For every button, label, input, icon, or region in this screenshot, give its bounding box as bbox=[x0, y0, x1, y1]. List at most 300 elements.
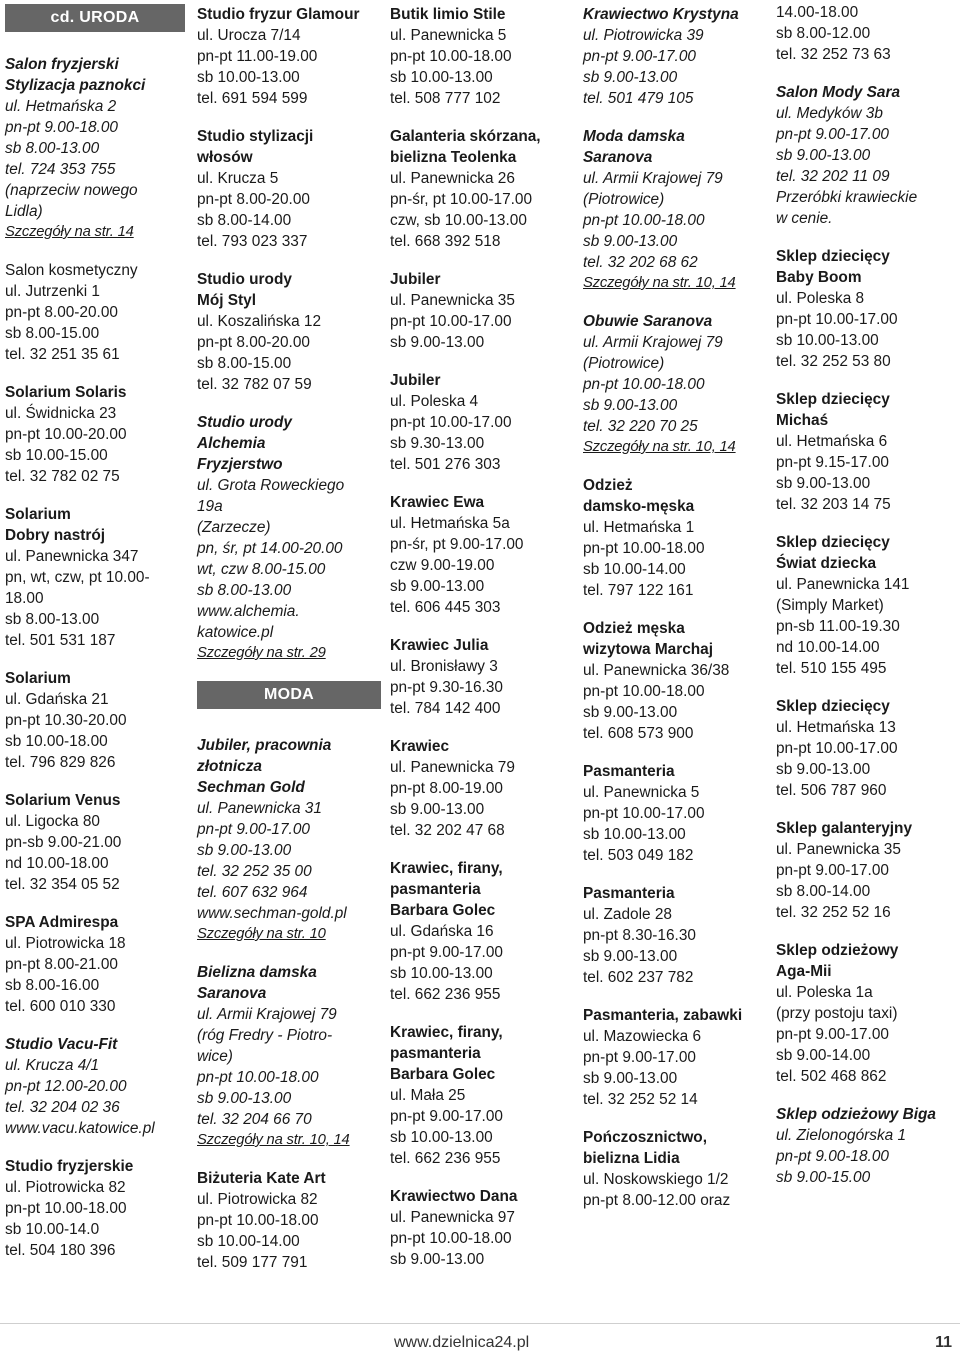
listing-detail: tel. 506 787 960 bbox=[776, 782, 887, 799]
listing-detail: pn-pt 9.00-17.00 bbox=[776, 862, 889, 879]
page-footer bbox=[0, 1323, 960, 1357]
listing-detail: pn-pt 10.00-17.00 bbox=[390, 313, 512, 330]
listing-name: Krawiectwo Dana bbox=[390, 1188, 518, 1205]
listing-detail: tel. 602 237 782 bbox=[583, 969, 694, 986]
listing-detail: tel. 32 204 66 70 bbox=[197, 1111, 312, 1128]
listing-entry bbox=[390, 269, 574, 353]
column-1 bbox=[5, 4, 185, 1278]
listing-entry bbox=[583, 475, 767, 601]
listing-detail: pn-sb 9.00-21.00 bbox=[5, 834, 122, 851]
listing-detail: pn-pt 9.15-17.00 bbox=[776, 454, 889, 471]
listing-detail: tel. 668 392 518 bbox=[390, 233, 501, 250]
listing-name: Solarium Venus bbox=[5, 792, 121, 809]
listing-detail: sb 9.00-13.00 bbox=[776, 147, 871, 164]
listing-detail: pn, wt, czw, pt 10.00- bbox=[5, 569, 150, 586]
listing-detail: sb 10.00-13.00 bbox=[390, 965, 493, 982]
listing-entry bbox=[5, 382, 185, 487]
listing-detail: bielizna Teolenka bbox=[390, 149, 517, 166]
listing-name: Studio Vacu-Fit bbox=[5, 1036, 118, 1053]
listing-entry bbox=[197, 735, 381, 945]
listing-detail: tel. 32 204 02 36 bbox=[5, 1099, 120, 1116]
listing-detail: bielizna Lidia bbox=[583, 1150, 680, 1167]
listing-entry bbox=[776, 1104, 960, 1188]
listing-name: Pończosznictwo, bbox=[583, 1129, 707, 1146]
listing-detail: sb 9.00-13.00 bbox=[390, 801, 485, 818]
listing-detail: tel. 32 252 73 63 bbox=[776, 46, 891, 63]
listing-detail: sb 9.00-13.00 bbox=[583, 1070, 678, 1087]
listing-name: Pasmanteria bbox=[583, 763, 675, 780]
listing-detail: sb 10.00-15.00 bbox=[5, 447, 108, 464]
listing-detail: tel. 502 468 862 bbox=[776, 1068, 887, 1085]
listing-detail: pn-pt 9.00-18.00 bbox=[5, 119, 118, 136]
listing-detail: katowice.pl bbox=[197, 624, 274, 641]
listing-detail: Mój Styl bbox=[197, 292, 256, 309]
listing-detail: tel. 501 479 105 bbox=[583, 90, 694, 107]
listing-detail: pn-pt 10.00-17.00 bbox=[776, 740, 898, 757]
listing-detail: pn-pt 10.00-18.00 bbox=[5, 1200, 127, 1217]
listing-detail: pn-pt 10.00-18.00 bbox=[583, 376, 705, 393]
listing-detail: ul. Gdańska 21 bbox=[5, 691, 109, 708]
listing-name: Jubiler bbox=[390, 271, 441, 288]
listing-detail: tel. 691 594 599 bbox=[197, 90, 308, 107]
listing-name: Krawiec, firany, bbox=[390, 1024, 503, 1041]
listing-name: Krawiec, firany, bbox=[390, 860, 503, 877]
listing-detail: tel. 32 252 52 14 bbox=[583, 1091, 698, 1108]
listing-detail: tel. 607 632 964 bbox=[197, 884, 308, 901]
listing-name: Solarium Solaris bbox=[5, 384, 127, 401]
listing-detail: tel. 32 782 02 75 bbox=[5, 468, 120, 485]
listing-detail: ul. Hetmańska 6 bbox=[776, 433, 888, 450]
listing-detail: pn-pt 10.00-18.00 bbox=[390, 1230, 512, 1247]
listing-detail: tel. 503 049 182 bbox=[583, 847, 694, 864]
listing-detail: ul. Panewnicka 347 bbox=[5, 548, 139, 565]
listing-entry bbox=[197, 412, 381, 664]
listing-detail: sb 8.00-16.00 bbox=[5, 977, 100, 994]
listing-detail: tel. 32 782 07 59 bbox=[197, 376, 312, 393]
listing-detail: pn-pt 12.00-20.00 bbox=[5, 1078, 127, 1095]
listing-name: SPA Admirespa bbox=[5, 914, 119, 931]
listing-detail: ul. Panewnicka 5 bbox=[583, 784, 700, 801]
listing-detail: ul. Mazowiecka 6 bbox=[583, 1028, 702, 1045]
page-reference-link[interactable]: Szczegóły na str. 10, 14 bbox=[583, 275, 736, 291]
listing-name: Bielizna damska bbox=[197, 964, 317, 981]
listing-name: Studio fryzjerskie bbox=[5, 1158, 134, 1175]
listing-detail: ul. Hetmańska 13 bbox=[776, 719, 896, 736]
listing-detail: pn-pt 9.00-17.00 bbox=[776, 126, 889, 143]
listing-detail: ul. Piotrowicka 18 bbox=[5, 935, 126, 952]
listing-detail: pn-pt 8.00-20.00 bbox=[5, 304, 118, 321]
listing-detail: pn-pt 8.00-20.00 bbox=[197, 334, 310, 351]
listing-detail: damsko-męska bbox=[583, 498, 695, 515]
listing-detail: ul. Armii Krajowej 79 bbox=[583, 170, 723, 187]
listing-detail: sb 8.00-13.00 bbox=[5, 611, 100, 628]
listing-detail: ul. Panewnicka 35 bbox=[390, 292, 515, 309]
listing-detail: ul. Piotrowicka 82 bbox=[5, 1179, 126, 1196]
listing-detail: ul. Zielonogórska 1 bbox=[776, 1127, 907, 1144]
listing-entry bbox=[776, 246, 960, 372]
listing-entry bbox=[390, 736, 574, 841]
listing-name: Sklep odzieżowy Biga bbox=[776, 1106, 936, 1123]
listing-entry bbox=[390, 635, 574, 719]
listing-detail: (Piotrowice) bbox=[583, 191, 665, 208]
column-2 bbox=[197, 4, 381, 1290]
listing-detail: pn-pt 9.00-17.00 bbox=[583, 1049, 696, 1066]
page-reference-link[interactable]: Szczegóły na str. 29 bbox=[197, 645, 326, 661]
listing-detail: sb 10.00-14.0 bbox=[5, 1221, 100, 1238]
listing-detail: tel. 504 180 396 bbox=[5, 1242, 116, 1259]
listing-name: Salon kosmetyczny bbox=[5, 262, 138, 279]
listing-name: Studio urody bbox=[197, 271, 292, 288]
listing-detail: 19a bbox=[197, 498, 223, 515]
listing-entry bbox=[197, 126, 381, 252]
listing-detail: sb 9.00-13.00 bbox=[583, 69, 678, 86]
listing-detail: sb 10.00-14.00 bbox=[197, 1233, 300, 1250]
listing-detail: złotnicza bbox=[197, 758, 262, 775]
listing-detail: ul. Panewnicka 5 bbox=[390, 27, 507, 44]
listing-detail: pn-pt 10.00-18.00 bbox=[197, 1212, 319, 1229]
listing-entry bbox=[5, 790, 185, 895]
listing-detail: włosów bbox=[197, 149, 253, 166]
listing-name: Studio fryzur Glamour bbox=[197, 6, 360, 23]
listing-detail: tel. 32 202 11 09 bbox=[776, 168, 890, 185]
listing-detail: sb 8.00-14.00 bbox=[776, 883, 871, 900]
column-5 bbox=[776, 4, 960, 1205]
listing-detail: tel. 32 220 70 25 bbox=[583, 418, 698, 435]
listing-detail: Alchemia bbox=[197, 435, 266, 452]
listing-name: Pasmanteria, zabawki bbox=[583, 1007, 743, 1024]
listing-detail: tel. 32 252 52 16 bbox=[776, 904, 891, 921]
page-reference-link[interactable]: Szczegóły na str. 14 bbox=[5, 224, 134, 240]
listing-detail: tel. 508 777 102 bbox=[390, 90, 501, 107]
listing-detail: sb 9.00-13.00 bbox=[197, 1090, 292, 1107]
listing-detail: tel. 797 122 161 bbox=[583, 582, 694, 599]
listing-detail: ul. Gdańska 16 bbox=[390, 923, 494, 940]
listing-entry bbox=[390, 1022, 574, 1169]
listing-entry bbox=[583, 1005, 767, 1110]
listing-detail: ul. Krucza 4/1 bbox=[5, 1057, 100, 1074]
listing-detail: Baby Boom bbox=[776, 269, 862, 286]
listing-detail: (Piotrowice) bbox=[583, 355, 665, 372]
listing-detail: sb 8.00-12.00 bbox=[776, 25, 871, 42]
listing-detail: ul. Koszalińska 12 bbox=[197, 313, 322, 330]
listing-entry bbox=[5, 260, 185, 365]
listing-entry bbox=[583, 4, 767, 109]
listing-detail: wizytowa Marchaj bbox=[583, 641, 714, 658]
listing-detail: sb 9.00-13.00 bbox=[583, 397, 678, 414]
listing-detail: pn-pt 9.00-18.00 bbox=[776, 1148, 889, 1165]
listing-detail: Sechman Gold bbox=[197, 779, 305, 796]
listing-name: Moda damska bbox=[583, 128, 685, 145]
listing-detail: tel. 32 202 68 62 bbox=[583, 254, 698, 271]
listing-entry bbox=[390, 1186, 574, 1270]
listing-detail: Fryzjerstwo bbox=[197, 456, 283, 473]
page-number: 11 bbox=[935, 1334, 952, 1351]
listing-detail: pn-pt 10.30-20.00 bbox=[5, 712, 127, 729]
listing-detail: sb 10.00-18.00 bbox=[5, 733, 108, 750]
listing-detail: ul. Armii Krajowej 79 bbox=[583, 334, 723, 351]
listing-detail: sb 9.00-13.00 bbox=[776, 475, 871, 492]
listing-detail: pn-pt 10.00-20.00 bbox=[5, 426, 127, 443]
listing-name: Sklep galanteryjny bbox=[776, 820, 913, 837]
listing-detail: ul. Panewnicka 36/38 bbox=[583, 662, 730, 679]
listing-detail: sb 9.00-15.00 bbox=[776, 1169, 871, 1186]
listing-entry bbox=[390, 126, 574, 252]
listing-name: Studio stylizacji bbox=[197, 128, 314, 145]
listing-name: Krawiec Julia bbox=[390, 637, 489, 654]
listing-detail: pn, śr, pt 14.00-20.00 bbox=[197, 540, 343, 557]
listing-detail: pn-pt 9.00-17.00 bbox=[197, 821, 310, 838]
listing-entry bbox=[583, 761, 767, 866]
listing-detail: ul. Grota Roweckiego bbox=[197, 477, 345, 494]
listing-detail: 14.00-18.00 bbox=[776, 4, 859, 21]
listing-entry bbox=[5, 912, 185, 1017]
listing-detail: pn-śr, pt 9.00-17.00 bbox=[390, 536, 524, 553]
page-reference-link[interactable]: Szczegóły na str. 10, 14 bbox=[583, 439, 736, 455]
listing-detail: sb 9.00-13.00 bbox=[776, 761, 871, 778]
listing-detail: pn-pt 10.00-18.00 bbox=[583, 540, 705, 557]
listing-detail: Świat dziecka bbox=[776, 555, 877, 572]
listing-name: Galanteria skórzana, bbox=[390, 128, 541, 145]
listing-detail: ul. Krucza 5 bbox=[197, 170, 279, 187]
listing-detail: tel. 784 142 400 bbox=[390, 700, 501, 717]
listing-detail: ul. Urocza 7/14 bbox=[197, 27, 301, 44]
page-reference-link[interactable]: Szczegóły na str. 10 bbox=[197, 926, 326, 942]
listing-detail: Przeróbki krawieckie bbox=[776, 189, 918, 206]
listing-entry bbox=[583, 883, 767, 988]
listing-detail: tel. 793 023 337 bbox=[197, 233, 308, 250]
listing-name: Solarium bbox=[5, 506, 71, 523]
listing-detail: Dobry nastrój bbox=[5, 527, 106, 544]
listing-name: Obuwie Saranova bbox=[583, 313, 713, 330]
listing-name: Sklep dziecięcy bbox=[776, 391, 890, 408]
listing-name: Jubiler bbox=[390, 372, 441, 389]
listing-entry bbox=[5, 1034, 185, 1139]
listing-name: Solarium bbox=[5, 670, 71, 687]
listing-detail: sb 9.00-14.00 bbox=[776, 1047, 871, 1064]
listing-detail: tel. 606 445 303 bbox=[390, 599, 501, 616]
listing-detail: Barbara Golec bbox=[390, 902, 496, 919]
listing-name: Odzież bbox=[583, 477, 633, 494]
listing-detail: pn-śr, pt 10.00-17.00 bbox=[390, 191, 533, 208]
listing-entry bbox=[5, 668, 185, 773]
listing-detail: ul. Panewnicka 35 bbox=[776, 841, 901, 858]
listing-detail: tel. 510 155 495 bbox=[776, 660, 887, 677]
listing-entry bbox=[776, 940, 960, 1087]
listing-detail: sb 9.00-13.00 bbox=[390, 1251, 485, 1268]
listing-name: Salon fryzjerski bbox=[5, 56, 119, 73]
listing-detail: tel. 662 236 955 bbox=[390, 986, 501, 1003]
listing-entry bbox=[390, 4, 574, 109]
listing-entry bbox=[197, 4, 381, 109]
listing-detail: (przy postoju taxi) bbox=[776, 1005, 898, 1022]
listing-detail: Stylizacja paznokci bbox=[5, 77, 146, 94]
listing-detail: Aga-Mii bbox=[776, 963, 832, 980]
listing-name: Krawiec Ewa bbox=[390, 494, 485, 511]
listing-detail: (róg Fredry - Piotro- bbox=[197, 1027, 333, 1044]
listing-detail: pn-pt 8.30-16.30 bbox=[583, 927, 696, 944]
listing-entry bbox=[776, 532, 960, 679]
listing-detail: ul. Panewnicka 31 bbox=[197, 800, 322, 817]
listing-detail: tel. 509 177 791 bbox=[197, 1254, 308, 1271]
column-3 bbox=[390, 4, 574, 1287]
listing-name: Biżuteria Kate Art bbox=[197, 1170, 326, 1187]
listing-name: Pasmanteria bbox=[583, 885, 675, 902]
listing-detail: sb 9.00-13.00 bbox=[583, 233, 678, 250]
listing-detail: (Simply Market) bbox=[776, 597, 884, 614]
listing-detail: wt, czw 8.00-15.00 bbox=[197, 561, 326, 578]
listing-name: Sklep dziecięcy bbox=[776, 698, 890, 715]
listing-entry bbox=[776, 389, 960, 515]
listing-detail: ul. Panewnicka 97 bbox=[390, 1209, 515, 1226]
listing-entry bbox=[583, 311, 767, 458]
listing-entry bbox=[390, 858, 574, 1005]
listing-detail: ul. Piotrowicka 82 bbox=[197, 1191, 318, 1208]
listing-entry bbox=[776, 82, 960, 229]
listing-detail: ul. Panewnicka 26 bbox=[390, 170, 515, 187]
listing-detail: ul. Hetmańska 1 bbox=[583, 519, 695, 536]
listing-detail: wice) bbox=[197, 1048, 233, 1065]
listing-name: Krawiectwo Krystyna bbox=[583, 6, 739, 23]
listing-detail: ul. Mała 25 bbox=[390, 1087, 466, 1104]
listing-detail: pn-pt 8.00-21.00 bbox=[5, 956, 118, 973]
listing-detail: ul. Armii Krajowej 79 bbox=[197, 1006, 337, 1023]
listing-detail: tel. 600 010 330 bbox=[5, 998, 116, 1015]
listing-detail: sb 10.00-13.00 bbox=[390, 1129, 493, 1146]
listing-detail: www.sechman-gold.pl bbox=[197, 905, 347, 922]
listing-detail: (naprzeciw nowego bbox=[5, 182, 138, 199]
listing-detail: ul. Poleska 8 bbox=[776, 290, 865, 307]
listing-detail: sb 9.00-13.00 bbox=[390, 334, 485, 351]
listing-detail: sb 9.00-13.00 bbox=[390, 578, 485, 595]
listing-entry bbox=[583, 126, 767, 294]
listing-detail: pn-pt 10.00-17.00 bbox=[390, 414, 512, 431]
listing-entry bbox=[776, 818, 960, 923]
listing-detail: 18.00 bbox=[5, 590, 44, 607]
listing-detail: (Zarzecze) bbox=[197, 519, 271, 536]
listing-name: Butik limio Stile bbox=[390, 6, 506, 23]
listing-detail: Saranova bbox=[583, 149, 653, 166]
listing-entry bbox=[5, 54, 185, 243]
listing-detail: w cenie. bbox=[776, 210, 833, 227]
listing-detail: pn-pt 10.00-17.00 bbox=[776, 311, 898, 328]
listing-entry bbox=[390, 492, 574, 618]
listing-detail: Saranova bbox=[197, 985, 267, 1002]
listing-detail: Lidla) bbox=[5, 203, 43, 220]
listing-detail: tel. 662 236 955 bbox=[390, 1150, 501, 1167]
listing-detail: pn-pt 9.00-17.00 bbox=[390, 944, 503, 961]
listing-entry bbox=[5, 1156, 185, 1261]
listing-entry bbox=[583, 618, 767, 744]
listing-detail: sb 10.00-13.00 bbox=[197, 69, 300, 86]
listing-detail: sb 8.00-15.00 bbox=[5, 325, 100, 342]
listing-detail: tel. 32 252 53 80 bbox=[776, 353, 891, 370]
listing-entry bbox=[776, 2, 960, 65]
listing-detail: ul. Bronisławy 3 bbox=[390, 658, 498, 675]
listing-detail: sb 10.00-13.00 bbox=[390, 69, 493, 86]
column-4 bbox=[583, 4, 767, 1228]
listing-detail: sb 10.00-13.00 bbox=[583, 826, 686, 843]
listing-detail: tel. 608 573 900 bbox=[583, 725, 694, 742]
listing-detail: ul. Świdnicka 23 bbox=[5, 405, 117, 422]
listing-detail: tel. 32 354 05 52 bbox=[5, 876, 120, 893]
listing-detail: sb 9.00-13.00 bbox=[197, 842, 292, 859]
section-header: cd. URODA bbox=[5, 4, 185, 32]
listing-detail: pn-pt 10.00-18.00 bbox=[197, 1069, 319, 1086]
listing-entry bbox=[583, 1127, 767, 1211]
listing-detail: pn-pt 11.00-19.00 bbox=[197, 48, 318, 65]
listing-detail: pn-pt 8.00-19.00 bbox=[390, 780, 503, 797]
listing-detail: ul. Hetmańska 5a bbox=[390, 515, 510, 532]
listing-name: Studio urody bbox=[197, 414, 292, 431]
listing-detail: Barbara Golec bbox=[390, 1066, 496, 1083]
listing-detail: pn-pt 9.30-16.30 bbox=[390, 679, 503, 696]
listing-detail: sb 8.00-13.00 bbox=[5, 140, 100, 157]
listing-detail: ul. Poleska 4 bbox=[390, 393, 479, 410]
listing-detail: tel. 32 252 35 00 bbox=[197, 863, 312, 880]
listing-detail: pn-pt 9.00-17.00 bbox=[390, 1108, 503, 1125]
listing-detail: nd 10.00-18.00 bbox=[5, 855, 109, 872]
listing-detail: tel. 796 829 826 bbox=[5, 754, 116, 771]
listing-detail: ul. Zadole 28 bbox=[583, 906, 672, 923]
listing-name: Krawiec bbox=[390, 738, 450, 755]
listing-detail: ul. Jutrzenki 1 bbox=[5, 283, 100, 300]
listing-detail: pn-pt 9.00-17.00 bbox=[583, 48, 696, 65]
listing-entry bbox=[5, 504, 185, 651]
listing-detail: sb 10.00-13.00 bbox=[776, 332, 879, 349]
listing-detail: ul. Panewnicka 141 bbox=[776, 576, 910, 593]
page-reference-link[interactable]: Szczegóły na str. 10, 14 bbox=[197, 1132, 350, 1148]
footer-website-url[interactable]: www.dzielnica24.pl bbox=[394, 1334, 530, 1351]
listing-detail: pn-pt 10.00-18.00 bbox=[390, 48, 512, 65]
listing-entry bbox=[390, 370, 574, 475]
listing-detail: pn-pt 8.00-20.00 bbox=[197, 191, 310, 208]
listing-detail: Michaś bbox=[776, 412, 829, 429]
listing-detail: sb 8.00-15.00 bbox=[197, 355, 292, 372]
listing-entry bbox=[197, 269, 381, 395]
listing-detail: tel. 32 203 14 75 bbox=[776, 496, 891, 513]
listing-detail: ul. Ligocka 80 bbox=[5, 813, 100, 830]
listing-entry bbox=[197, 962, 381, 1151]
listing-detail: sb 8.00-14.00 bbox=[197, 212, 292, 229]
listing-detail: www.vacu.katowice.pl bbox=[5, 1120, 155, 1137]
listing-detail: ul. Piotrowicka 39 bbox=[583, 27, 704, 44]
listing-detail: ul. Hetmańska 2 bbox=[5, 98, 117, 115]
listing-name: Odzież męska bbox=[583, 620, 685, 637]
listing-detail: ul. Noskowskiego 1/2 bbox=[583, 1171, 729, 1188]
listing-name: Sklep dziecięcy bbox=[776, 534, 890, 551]
listing-detail: pn-pt 10.00-18.00 bbox=[583, 212, 705, 229]
listing-detail: pn-pt 9.00-17.00 bbox=[776, 1026, 889, 1043]
listing-detail: ul. Panewnicka 79 bbox=[390, 759, 515, 776]
listing-detail: pasmanteria bbox=[390, 881, 481, 898]
listing-detail: tel. 32 251 35 61 bbox=[5, 346, 120, 363]
listing-detail: sb 9.00-13.00 bbox=[583, 948, 678, 965]
listing-detail: czw, sb 10.00-13.00 bbox=[390, 212, 527, 229]
listing-name: Jubiler, pracownia bbox=[197, 737, 332, 754]
listing-detail: pasmanteria bbox=[390, 1045, 481, 1062]
listing-detail: sb 9.00-13.00 bbox=[583, 704, 678, 721]
listing-detail: ul. Poleska 1a bbox=[776, 984, 873, 1001]
section-header: MODA bbox=[197, 681, 381, 709]
listing-detail: www.alchemia. bbox=[197, 603, 300, 620]
listing-detail: pn-pt 8.00-12.00 oraz bbox=[583, 1192, 731, 1209]
listing-detail: tel. 724 353 755 bbox=[5, 161, 116, 178]
listing-detail: tel. 501 276 303 bbox=[390, 456, 501, 473]
listing-detail: tel. 32 202 47 68 bbox=[390, 822, 505, 839]
listing-detail: sb 9.30-13.00 bbox=[390, 435, 485, 452]
listing-name: Sklep dziecięcy bbox=[776, 248, 890, 265]
listing-detail: nd 10.00-14.00 bbox=[776, 639, 880, 656]
